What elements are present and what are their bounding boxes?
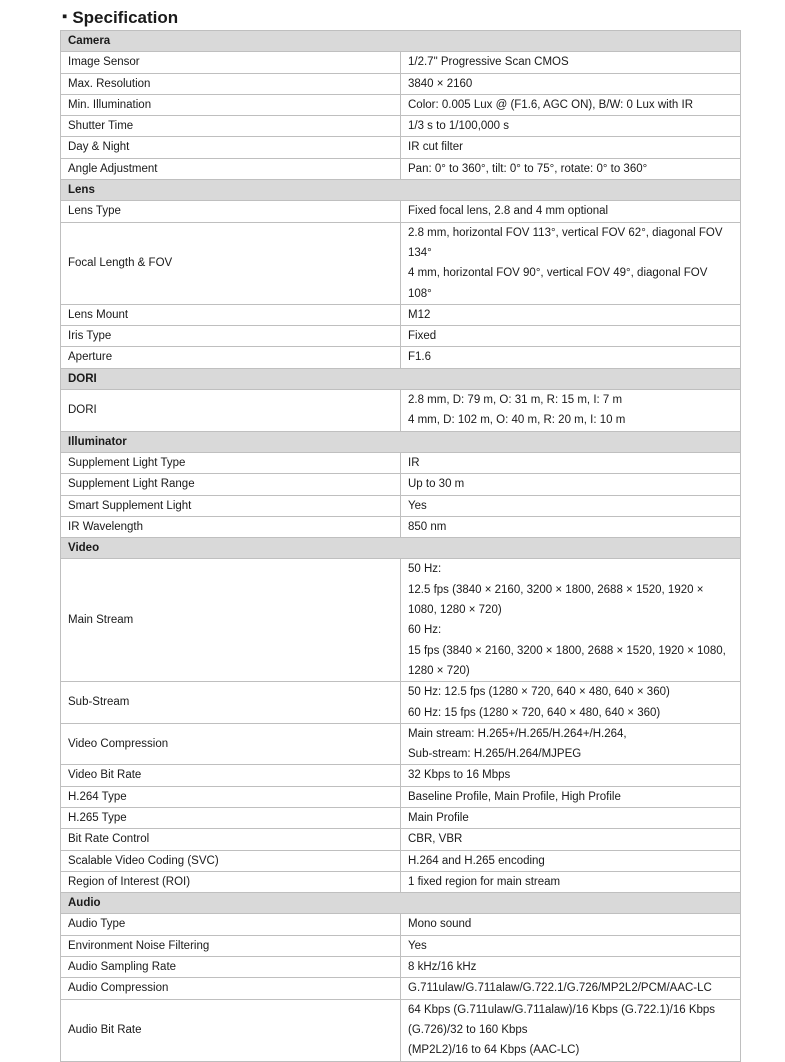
spec-value-line: M12: [408, 308, 431, 321]
spec-row: [61, 807, 741, 828]
spec-row: [61, 452, 741, 473]
spec-key: Lens Mount: [61, 304, 401, 325]
spec-value: [401, 390, 741, 432]
spec-value-line: 64 Kbps (G.711ulaw/G.711alaw)/16 Kbps (G.722.1)/16 Kbps (G.726)/32 to 160 Kbps: [408, 1003, 716, 1036]
spec-value-line: 1 fixed region for main stream: [408, 875, 561, 888]
spec-value-line: 50 Hz:: [408, 563, 442, 576]
spec-value: [401, 765, 741, 786]
spec-row: [61, 999, 741, 1061]
spec-key: Aperture: [61, 347, 401, 368]
section-title: Video: [61, 538, 741, 559]
spec-value-line: Sub-stream: H.265/H.264/MJPEG: [408, 748, 582, 761]
spec-row: [61, 304, 741, 325]
spec-table: [60, 30, 741, 1062]
spec-key: Scalable Video Coding (SVC): [61, 850, 401, 871]
spec-value-line: Mono sound: [408, 918, 472, 931]
spec-value: [401, 347, 741, 368]
spec-row: [61, 222, 741, 304]
section-header-audio: [61, 893, 741, 914]
spec-value: [401, 723, 741, 765]
spec-value-line: 4 mm, D: 102 m, O: 40 m, R: 20 m, I: 10 m: [408, 414, 626, 427]
spec-key: Supplement Light Type: [61, 452, 401, 473]
spec-key: Video Bit Rate: [61, 765, 401, 786]
spec-key: Shutter Time: [61, 116, 401, 137]
spec-value-line: 1/3 s to 1/100,000 s: [408, 120, 510, 133]
section-header-dori: [61, 368, 741, 389]
spec-row: [61, 73, 741, 94]
spec-key: Bit Rate Control: [61, 829, 401, 850]
spec-row: [61, 559, 741, 682]
section-title: Illuminator: [61, 431, 741, 452]
spec-row: [61, 326, 741, 347]
spec-value: [401, 871, 741, 892]
spec-value: [401, 304, 741, 325]
spec-value-line: Up to 30 m: [408, 478, 465, 491]
spec-value-line: 850 nm: [408, 520, 447, 533]
spec-value-line: 3840 × 2160: [408, 77, 473, 90]
spec-row: [61, 158, 741, 179]
spec-key: Main Stream: [61, 559, 401, 682]
spec-value-line: Main stream: H.265+/H.265/H.264+/H.264,: [408, 727, 627, 740]
spec-value: [401, 829, 741, 850]
spec-row: [61, 495, 741, 516]
spec-row: [61, 94, 741, 115]
spec-value-line: 15 fps (3840 × 2160, 3200 × 1800, 2688 × 1520, 1920 × 1080, 1280 × 720): [408, 644, 726, 677]
spec-key: Sub-Stream: [61, 682, 401, 724]
spec-value-line: F1.6: [408, 351, 432, 364]
spec-value: [401, 850, 741, 871]
spec-key: H.264 Type: [61, 786, 401, 807]
spec-value-line: Fixed focal lens, 2.8 and 4 mm optional: [408, 205, 609, 218]
spec-key: Environment Noise Filtering: [61, 935, 401, 956]
spec-value: [401, 201, 741, 222]
spec-value: [401, 474, 741, 495]
spec-key: Min. Illumination: [61, 94, 401, 115]
spec-value-line: Color: 0.005 Lux @ (F1.6, AGC ON), B/W: 0 Lux with IR: [408, 98, 694, 111]
spec-row: [61, 682, 741, 724]
spec-value-line: G.711ulaw/G.711alaw/G.722.1/G.726/MP2L2/PCM/AAC-LC: [408, 982, 712, 995]
page-title: Specification: [72, 8, 179, 27]
spec-key: Audio Sampling Rate: [61, 957, 401, 978]
spec-row: [61, 347, 741, 368]
spec-row: [61, 914, 741, 935]
spec-key: Max. Resolution: [61, 73, 401, 94]
spec-key: Audio Compression: [61, 978, 401, 999]
spec-value: [401, 516, 741, 537]
section-header-video: [61, 538, 741, 559]
spec-table-body: [61, 31, 741, 1062]
spec-value: [401, 786, 741, 807]
spec-value-line: 2.8 mm, horizontal FOV 113°, vertical FOV 62°, diagonal FOV 134°: [408, 226, 723, 259]
spec-value-line: 60 Hz: 15 fps (1280 × 720, 640 × 480, 640 × 360): [408, 706, 661, 719]
spec-value-line: 60 Hz:: [408, 624, 442, 637]
spec-row: [61, 765, 741, 786]
spec-row: [61, 137, 741, 158]
spec-key: Angle Adjustment: [61, 158, 401, 179]
spec-row: [61, 390, 741, 432]
spec-value-line: 12.5 fps (3840 × 2160, 3200 × 1800, 2688 × 1520, 1920 × 1080, 1280 × 720): [408, 583, 704, 617]
spec-value-line: IR cut filter: [408, 141, 463, 154]
spec-value-line: Baseline Profile, Main Profile, High Profile: [408, 790, 621, 803]
spec-row: [61, 786, 741, 807]
spec-value: [401, 682, 741, 724]
spec-key: Region of Interest (ROI): [61, 871, 401, 892]
spec-key: Audio Bit Rate: [61, 999, 401, 1061]
spec-row: [61, 116, 741, 137]
spec-value-line: 32 Kbps to 16 Mbps: [408, 769, 511, 782]
spec-key: Day & Night: [61, 137, 401, 158]
section-title: Audio: [61, 893, 741, 914]
spec-key: Supplement Light Range: [61, 474, 401, 495]
spec-row: [61, 474, 741, 495]
spec-key: Focal Length & FOV: [61, 222, 401, 304]
spec-value: [401, 116, 741, 137]
spec-value-line: 4 mm, horizontal FOV 90°, vertical FOV 49°, diagonal FOV 108°: [408, 267, 708, 300]
spec-heading: [62, 8, 178, 28]
spec-row: [61, 723, 741, 765]
spec-value-line: Fixed: [408, 330, 437, 343]
spec-value: [401, 158, 741, 179]
spec-value: [401, 73, 741, 94]
spec-key: Video Compression: [61, 723, 401, 765]
spec-key: Lens Type: [61, 201, 401, 222]
spec-row: [61, 516, 741, 537]
spec-key: Image Sensor: [61, 52, 401, 73]
spec-value-line: Yes: [408, 499, 427, 512]
spec-value: [401, 94, 741, 115]
spec-value: [401, 452, 741, 473]
spec-row: [61, 871, 741, 892]
spec-key: Iris Type: [61, 326, 401, 347]
spec-row: [61, 829, 741, 850]
spec-key: DORI: [61, 390, 401, 432]
spec-value-line: Pan: 0° to 360°, tilt: 0° to 75°, rotate: 0° to 360°: [408, 162, 648, 175]
spec-value: [401, 978, 741, 999]
spec-value-line: 50 Hz: 12.5 fps (1280 × 720, 640 × 480, 640 × 360): [408, 686, 670, 699]
spec-value: [401, 935, 741, 956]
spec-value-line: 1/2.7" Progressive Scan CMOS: [408, 56, 569, 69]
spec-row: [61, 201, 741, 222]
spec-key: Audio Type: [61, 914, 401, 935]
section-title: Camera: [61, 31, 741, 52]
section-title: DORI: [61, 368, 741, 389]
spec-value-line: CBR, VBR: [408, 833, 463, 846]
spec-key: H.265 Type: [61, 807, 401, 828]
spec-value-line: (MP2L2)/16 to 64 Kbps (AAC-LC): [408, 1044, 580, 1057]
spec-value: [401, 137, 741, 158]
spec-value-line: H.264 and H.265 encoding: [408, 854, 545, 867]
spec-value-line: Yes: [408, 939, 427, 952]
spec-value-line: IR: [408, 456, 420, 469]
spec-value: [401, 957, 741, 978]
spec-row: [61, 935, 741, 956]
spec-row: [61, 52, 741, 73]
spec-row: [61, 978, 741, 999]
section-header-lens: [61, 180, 741, 201]
spec-value: [401, 52, 741, 73]
spec-value: [401, 559, 741, 682]
spec-row: [61, 850, 741, 871]
spec-value: [401, 807, 741, 828]
spec-value-line: 8 kHz/16 kHz: [408, 961, 477, 974]
spec-value: [401, 495, 741, 516]
spec-value: [401, 914, 741, 935]
spec-value-line: 2.8 mm, D: 79 m, O: 31 m, R: 15 m, I: 7 m: [408, 394, 623, 407]
bullet-icon: ▪: [62, 7, 68, 25]
section-title: Lens: [61, 180, 741, 201]
spec-key: IR Wavelength: [61, 516, 401, 537]
section-header-camera: [61, 31, 741, 52]
spec-value: [401, 326, 741, 347]
section-header-illuminator: [61, 431, 741, 452]
spec-row: [61, 957, 741, 978]
spec-value: [401, 999, 741, 1061]
spec-key: Smart Supplement Light: [61, 495, 401, 516]
spec-value-line: Main Profile: [408, 811, 469, 824]
spec-value: [401, 222, 741, 304]
